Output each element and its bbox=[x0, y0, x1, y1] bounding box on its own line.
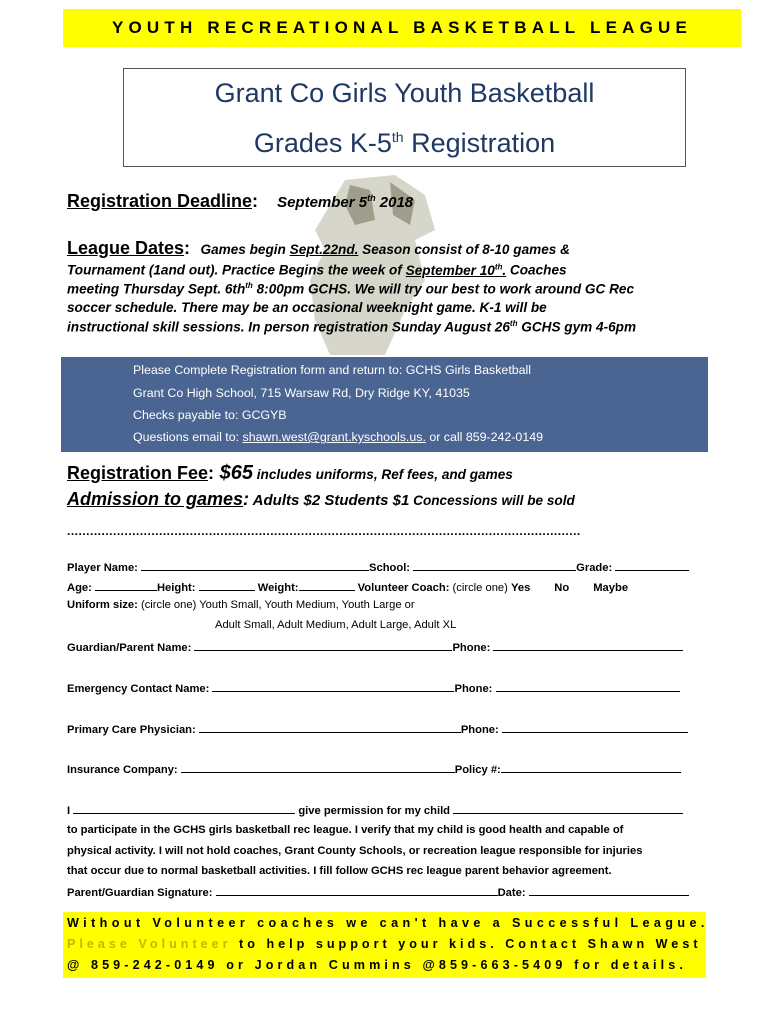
volunteer-footer bbox=[63, 912, 709, 978]
return-to-line: Please Complete Registration form and return to: GCHS Girls Basketball bbox=[133, 363, 532, 377]
option-yes[interactable]: Yes bbox=[511, 582, 531, 594]
grade-field[interactable] bbox=[615, 560, 689, 571]
email-link[interactable]: shawn.west@grant.kyschools.us. bbox=[242, 430, 426, 444]
league-dates-line4: soccer schedule. There may be an occasional weeknight game. K-1 will be bbox=[67, 300, 547, 315]
guardian-name-field[interactable] bbox=[194, 640, 452, 651]
emergency-contact-field[interactable] bbox=[212, 681, 454, 692]
footer-line3: @ 859-242-0149 or Jordan Cummins @859-663-5409 for details. bbox=[67, 958, 687, 972]
league-dates-line1: League Dates: Games begin Sept.22nd. Season consist of 8-10 games & bbox=[67, 238, 570, 258]
emergency-row: Emergency Contact Name: Phone: bbox=[67, 681, 680, 695]
permission-row: I give permission for my child bbox=[67, 803, 683, 817]
deadline-line: Registration Deadline: September 5th 2018 bbox=[67, 191, 414, 211]
waiver-line2: physical activity. I will not hold coaches, Grant County Schools, or recreation league responsible for injuries bbox=[67, 845, 643, 857]
insurance-field[interactable] bbox=[181, 762, 455, 773]
waiver-line3: that occur due to normal basketball activities. I fill follow GCHS rec league parent behavior agreement. bbox=[67, 865, 612, 877]
age-row: Age: Height: Weight: Volunteer Coach: (circle one) Yes No Maybe bbox=[67, 582, 629, 594]
league-dates-line2: Tournament (1and out). Practice Begins the week of September 10th. Coaches bbox=[67, 262, 567, 278]
footer-line2: Please Volunteer to help support your kids. Contact Shawn West bbox=[67, 937, 702, 951]
page-subtitle: Grades K-5th Registration bbox=[253, 128, 556, 158]
address-line: Grant Co High School, 715 Warsaw Rd, Dry Ridge KY, 41035 bbox=[133, 386, 470, 400]
player-row: Player Name: School: Grade: bbox=[67, 560, 689, 574]
league-banner: YOUTH RECREATIONAL BASKETBALL LEAGUE bbox=[63, 9, 741, 47]
physician-field[interactable] bbox=[199, 722, 461, 733]
footer-line1: Without Volunteer coaches we can't have a Successful League. bbox=[67, 916, 709, 930]
physician-phone-field[interactable] bbox=[502, 722, 688, 733]
page-title: Grant Co Girls Youth Basketball bbox=[214, 78, 595, 108]
signature-row: Parent/Guardian Signature: Date: bbox=[67, 885, 689, 899]
league-dates-line5: instructional skill sessions. In person registration Sunday August 26th GCHS gym 4-6pm bbox=[67, 319, 637, 335]
guardian-row: Guardian/Parent Name: Phone: bbox=[67, 640, 683, 654]
admission-line: Admission to games: Adults $2 Students $1 Concessions will be sold bbox=[67, 489, 575, 509]
uniform-adult-row: Adult Small, Adult Medium, Adult Large, Adult XL bbox=[215, 619, 457, 631]
signature-field[interactable] bbox=[216, 885, 498, 896]
child-name-field[interactable] bbox=[453, 803, 683, 814]
guardian-phone-field[interactable] bbox=[493, 640, 683, 651]
league-dates-line3: meeting Thursday Sept. $6th^{th}$ 8:00pm GCHS. We will try our best to work around GC Rec bbox=[67, 281, 635, 297]
date-field[interactable] bbox=[529, 885, 689, 896]
option-maybe[interactable]: Maybe bbox=[593, 582, 629, 594]
divider-dots: ...................................................................................................................................... bbox=[67, 524, 581, 538]
waiver-line1: to participate in the GCHS girls basketball rec league. I verify that my child is good health and capable of bbox=[67, 824, 624, 836]
player-name-field[interactable] bbox=[141, 560, 369, 571]
questions-line: Questions email to: shawn.west@grant.kyschools.us. or call 859-242-0149 bbox=[133, 430, 543, 444]
registration-fee-line: Registration Fee: $65 includes uniforms, Ref fees, and games bbox=[67, 462, 513, 484]
title-box bbox=[123, 68, 686, 167]
checks-payable-line: Checks payable to: GCGYB bbox=[133, 408, 287, 422]
height-field[interactable] bbox=[199, 580, 255, 591]
uniform-row: Uniform size: (circle one) Youth Small, Youth Medium, Youth Large or bbox=[67, 599, 415, 611]
insurance-row: Insurance Company: Policy #: bbox=[67, 762, 681, 776]
policy-field[interactable] bbox=[501, 762, 681, 773]
emergency-phone-field[interactable] bbox=[496, 681, 680, 692]
age-field[interactable] bbox=[95, 580, 157, 591]
guardian-name-permission-field[interactable] bbox=[73, 803, 295, 814]
school-field[interactable] bbox=[413, 560, 576, 571]
option-no[interactable]: No bbox=[554, 582, 570, 594]
return-info-box bbox=[61, 357, 708, 452]
weight-field[interactable] bbox=[299, 580, 355, 591]
physician-row: Primary Care Physician: Phone: bbox=[67, 722, 688, 736]
